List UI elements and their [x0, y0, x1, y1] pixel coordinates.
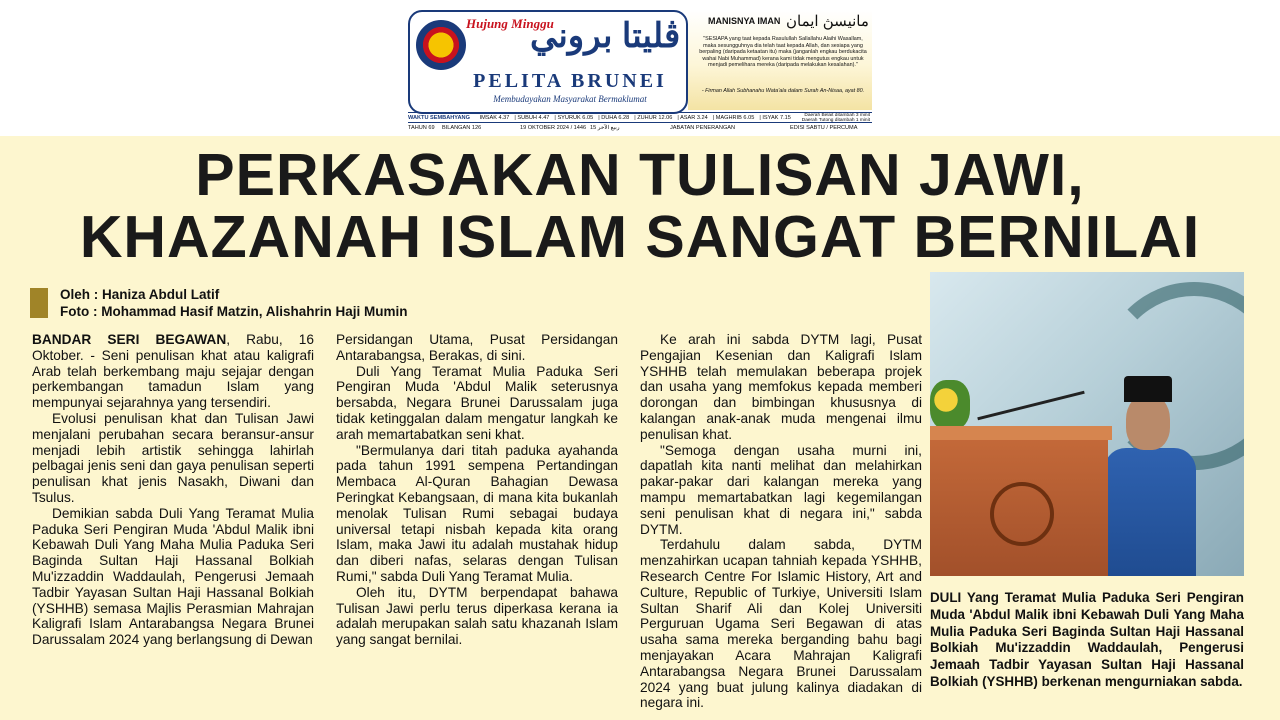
issue-date: 19 OKTOBER 2024 / 1446	[520, 125, 587, 131]
manisnya-iman-box	[688, 10, 872, 110]
article-column-3	[640, 332, 922, 711]
article-paragraph	[32, 332, 314, 411]
masthead	[406, 8, 872, 132]
prayer-time: IMSAK 4.37	[479, 115, 510, 121]
dateline: BANDAR SERI BEGAWAN	[32, 332, 227, 347]
article-paragraph: Persidangan Utama, Pusat Persidangan Antarabangsa, Berakas, di sini.	[336, 332, 618, 363]
speaker-figure	[1110, 362, 1188, 576]
article	[0, 136, 1280, 720]
issue-number: BILANGAN 126	[442, 125, 482, 131]
logo-box	[408, 10, 688, 114]
masthead-motto: Membudayakan Masyarakat Bermaklumat	[493, 94, 647, 104]
article-paragraph: Terdahulu dalam sabda, DYTM menzahirkan ucapan tahniah kepada YSHHB, Research Centre For Islamic History, Art and Culture, Republic of Turkiye, Universiti Islam Sultan Sharif Ali dan Kolej Universiti Perguruan Ugama Seri Begawan di atas usaha sama mereka berganding bahu bagi menjayakan Acara Mahrajan Kaligrafi Antarabangsa Negara Brunei Darussalam 2024 yang buat julung kalinya diadakan di negara ini.	[640, 537, 922, 711]
photo-caption: DULI Yang Teramat Mulia Paduka Seri Pengiran Muda 'Abdul Malik ibni Kebawah Duli Yang Maha Mulia Paduka Seri Baginda Sultan Haji Hassanal Bolkiah Mu'izzaddin Waddaulah, Pengerusi Jemaah Tadbir Yayasan Sultan Haji Hassanal Bolkiah (YSHHB) berkenan mengurniakan sabda.	[930, 590, 1244, 689]
article-column-1	[32, 332, 314, 648]
article-photo	[930, 272, 1244, 576]
flower-arrangement	[930, 380, 970, 430]
headline-line-2: KHAZANAH ISLAM SANGAT BERNILAI	[79, 204, 1201, 270]
iman-quote: "SESIAPA yang taat kepada Rasulullah Sallallahu Alaihi Wasallam, maka sesungguhnya dia telah taat kepada Allah, dan sesiapa yang berpaling (daripada ketaatan itu) maka (janganlah engkau berdukacita wahai Nabi Muhammad) kerana kami tidak mengutus engkau untuk menjadi pemelihara mereka (daripada melakukan kesalahan)."	[699, 36, 867, 69]
prayer-note-tutong: Daerah Tutong ditambah 1 minit	[801, 118, 870, 123]
speaker-songkok	[1124, 376, 1172, 402]
prayer-label: WAKTU SEMBAHYANG	[408, 115, 470, 121]
article-paragraph: "Bermulanya dari titah paduka ayahanda pada tahun 1991 sempena Pertandingan Membaca Al-Quran Bahagian Dewasa Peringkat Kebangsaan, di mana kita bukanlah menolak Tulisan Rumi sebagai budaya universal tetapi nisbah kepada kita orang Islam, maka Jawi itu adalah mustahak hidup dan diberi nafas, selaras dengan Tulisan Rumi," sabda Duli Yang Teramat Mulia.	[336, 442, 618, 584]
prayer-time: DUHA 6.28	[601, 115, 630, 121]
issue-bar	[408, 122, 872, 133]
article-paragraph: Evolusi penulisan khat dan Tulisan Jawi menjalani perubahan secara beransur-ansur menjadi lebih artistik sehingga lahirlah pelbagai jenis seni dan gaya penulisan seperti penulisan khat jenis Nasakh, Diwani dan Tsulus.	[32, 410, 314, 505]
podium-top	[930, 426, 1112, 440]
issue-publisher: JABATAN PENERANGAN	[670, 125, 736, 131]
issue-edition: EDISI SABTU / PERCUMA	[790, 125, 858, 131]
speaker-body	[1104, 448, 1196, 576]
byline-author: Oleh : Haniza Abdul Latif	[60, 287, 220, 302]
headline-line-1: PERKASAKAN TULISAN JAWI,	[195, 142, 1085, 208]
microphone-icon	[977, 391, 1084, 421]
prayer-time: SYURUK 6.05	[557, 115, 594, 121]
prayer-note-belait: Daerah Belait ditambah 3 minit	[804, 113, 870, 118]
article-paragraph: Demikian sabda Duli Yang Teramat Mulia Paduka Seri Pengiran Muda 'Abdul Malik ibni Kebawah Duli Yang Maha Mulia Paduka Seri Baginda Sultan Haji Hassanal Bolkiah Mu'izzaddin Waddaulah, Pengerusi Jemaah Tadbir Yayasan Sultan Haji Hassanal Bolkiah (YSHHB) semasa Majlis Perasmian Mahrajan Kaligrafi Islam Antarabangsa Negara Brunei Darussalam 2024 yang berlangsung di Dewan	[32, 505, 314, 648]
prayer-time: SUBUH 4.47	[517, 115, 550, 121]
article-paragraph: Duli Yang Teramat Mulia Paduka Seri Pengiran Muda 'Abdul Malik seterusnya bersabda, Negara Brunei Darussalam juga tidak ketinggalan dalam mengatur langkah ke arah memartabatkan seni khat.	[336, 363, 618, 442]
masthead-jawi-title: ڤليتا بروني	[530, 17, 681, 55]
article-paragraph: Ke arah ini sabda DYTM lagi, Pusat Pengajian Kesenian dan Kaligrafi Islam YSHHB telah memulakan beberapa projek dan usaha yang memfokus kepada memberi dorongan dan bimbingan khususnya di kalangan anak-anak muda mengenai ilmu penulisan khat.	[640, 332, 922, 442]
prayer-time: ASAR 3.24	[680, 115, 708, 121]
byline-photo: Foto : Mohammad Hasif Matzin, Alishahrin Haji Mumin	[60, 304, 408, 319]
headline	[0, 144, 1280, 268]
prayer-time: MAGHRIB 6.05	[715, 115, 755, 121]
royal-crest-icon	[416, 20, 466, 70]
prayer-times-bar: WAKTU SEMBAHYANG IMSAK 4.37 | SUBUH 4.47 | SYURUK 6.05 | DUHA 6.28 | ZUHUR 12.06 | ASAR 3.24 | MAGHRIB 6.05 | ISYAK 7.15 Daerah Belait ditambah 3 minit Daerah Tutong ditambah 1 minit	[408, 113, 870, 123]
byline	[60, 286, 408, 320]
podium-emblem	[990, 482, 1054, 546]
article-column-2	[336, 332, 618, 648]
iman-jawi-heading: مانيسڽ ايمان	[786, 13, 869, 30]
masthead-title: PELITA BRUNEI	[473, 70, 667, 92]
issue-hijri: 15 ربيع الآخر	[590, 125, 620, 131]
speaker-head	[1126, 394, 1170, 450]
iman-heading: MANISNYA IMAN	[708, 16, 781, 26]
lead-text: , Rabu, 16 Oktober. - Seni penulisan khat atau kaligrafi Arab telah berkembang maju sejajar dengan perkembangan tamadun Islam yang mempunyai sejarahnya yang tersendiri.	[32, 332, 314, 411]
byline-accent-bar	[30, 288, 48, 318]
prayer-time: ZUHUR 12.06	[637, 115, 673, 121]
article-paragraph: Oleh itu, DYTM berpendapat bahawa Tulisan Jawi perlu terus diperkasa kerana ia adalah merupakan salah satu khazanah Islam yang sangat bernilai.	[336, 584, 618, 648]
prayer-time: ISYAK 7.15	[762, 115, 791, 121]
iman-citation: - Firman Allah Subhanahu Wata'ala dalam Surah An-Nisaa, ayat 80.	[701, 88, 865, 94]
masthead-hujung: Hujung Minggu	[466, 16, 554, 31]
issue-volume: TAHUN 69	[408, 125, 435, 131]
article-paragraph: "Semoga dengan usaha murni ini, dapatlah kita nanti melihat dan melahirkan pakar-pakar dari kalangan mereka yang mampu memartabatkan lagi kegemilangan seni penulisan khat di negara ini," sabda DYTM.	[640, 442, 922, 537]
